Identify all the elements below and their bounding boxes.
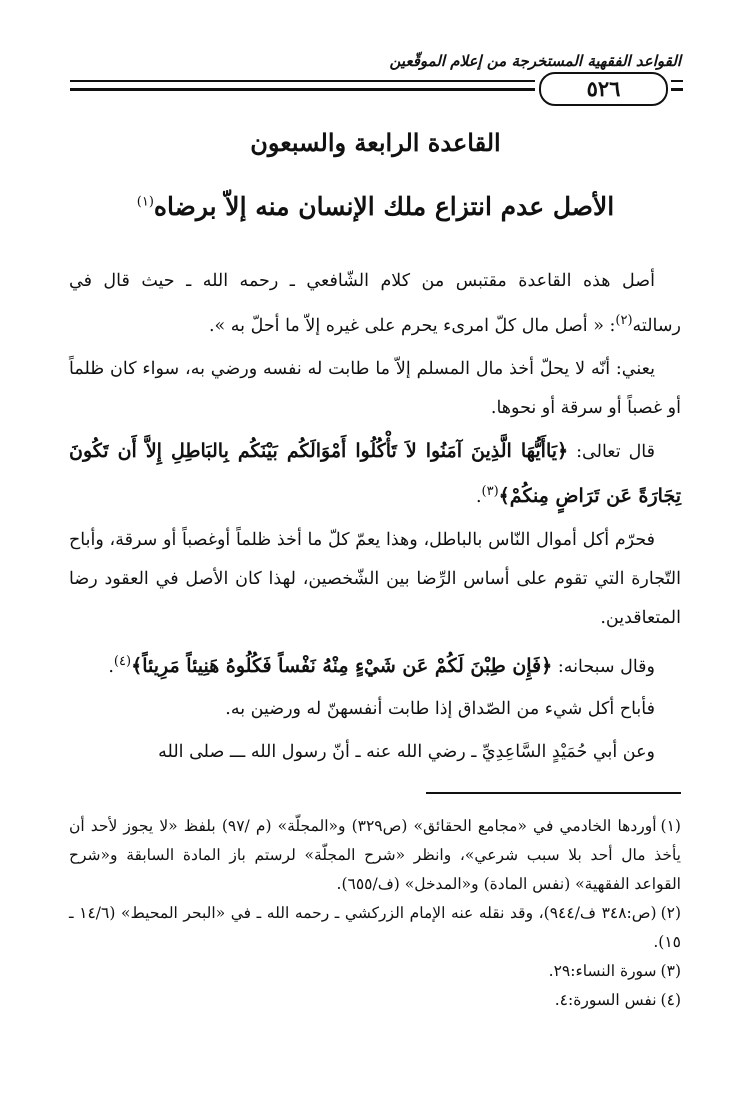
footnote-ref-1: (١) <box>136 194 154 210</box>
verse-1-end: . <box>475 486 482 507</box>
paragraph-verse-2 <box>69 642 681 687</box>
footnote-2-text: (ص:٣٤٨ ف/٩٤٤)، وقد نقله عنه الإمام الزركشي ـ رحمه الله ـ في «البحر المحيط» (١٤/٦ ـ ١٥). <box>69 904 681 951</box>
rule-title: القاعدة الرابعة والسبعون <box>250 128 501 157</box>
verse-2-end: . <box>108 656 114 677</box>
quran-verse-2: ﴿فَإِن طِبْنَ لَكُمْ عَن شَيْءٍ مِنْهُ نَفْساً فَكُلُوهُ هَنِيئاً مَرِيئاً﴾ <box>131 654 553 677</box>
paragraph-meaning: يعني: أنّه لا يحلّ أخذ مال المسلم إلاّ ما طابت له نفسه ورضي به، سواء كان ظلماً أو غصباً أو سرقة أو نحوها. <box>69 358 681 418</box>
header-rule-bottom <box>70 88 535 91</box>
page-number-badge: ٥٢٦ <box>539 72 668 106</box>
header-rule-top <box>70 80 535 82</box>
footnote-ref-4: (٤) <box>113 653 132 669</box>
running-header-title: القواعد الفقهية المستخرجة من إعلام الموقّعين <box>389 52 681 70</box>
paragraph-verse-1 <box>69 432 681 517</box>
footnote-ref-3: (٣) <box>481 483 499 499</box>
footnote-separator <box>426 792 681 794</box>
footnotes <box>69 812 681 1015</box>
header-rule-bottom-right <box>671 88 683 91</box>
header-rule-top-right <box>671 80 683 82</box>
quran-verse-1: ﴿يَاأَيُّهَا الَّذِينَ آمَنُوا لاَ تَأْكُلُوا أَمْوَالَكُم بَيْنَكُم بِالبَاطِلِ إِلاَّ أَن تَكُونَ تِجَارَةً عَن تَرَاضٍ مِنكُمْ﴾ <box>69 439 681 507</box>
footnote-1 <box>69 812 681 899</box>
footnote-ref-2: (٢) <box>615 313 633 328</box>
paragraph-hadith: وعن أبي حُمَيْدٍ السَّاعِدِيِّ ـ رضي الله عنه ـ أنّ رسول الله ـــ صلى الله <box>158 742 655 763</box>
paragraph-explanation: فحرّم أكل أموال النّاس بالباطل، وهذا يعمّ كلّ ما أخذ ظلماً أوغصباً أو سرقة، وأباح التّجارة التي تقوم على أساس الرِّضا بين الشّخصين، لهذا كان الأصل في العقود رضا المتعاقدين. <box>69 529 681 628</box>
footnote-4-number: (٤) <box>660 991 681 1009</box>
footnote-2-number: (٢) <box>660 904 682 922</box>
footnote-1-number: (١) <box>660 817 681 835</box>
footnote-1-text: أوردها الخادمي في «مجامع الحقائق» (ص٣٢٩) و«المجلّة» (م /٩٧) بلفظ «لا يجوز لأحد أن يأخذ مال أحد بلا سبب شرعي»، وانظر «شرح المجلّة» لرستم باز المادة السابقة و«شرح القواعد الفقهية» (نفس المادة) و«المدخل» (ف/٦٥٥). <box>69 817 681 893</box>
footnote-3 <box>69 957 681 986</box>
rule-statement <box>0 192 751 221</box>
verse-1-lead: قال تعالى: <box>568 441 655 462</box>
footnote-3-text: سورة النساء:٢٩. <box>548 962 657 980</box>
verse-2-lead: وقال سبحانه: <box>552 656 655 677</box>
footnote-4 <box>69 986 681 1015</box>
footnote-2 <box>69 899 681 957</box>
rule-statement-text: الأصل عدم انتزاع ملك الإنسان منه إلاّ برضاه <box>153 192 615 221</box>
footnote-3-number: (٣) <box>660 962 681 980</box>
footnote-4-text: نفس السورة:٤. <box>554 991 657 1009</box>
paragraph-dowry: فأباح أكل شيء من الصّداق إذا طابت أنفسهنّ له ورضين به. <box>225 699 655 720</box>
paragraph-origin-b: : « أصل مال كلّ امرىء يحرم على غيره إلاّ ما أحلّ به ». <box>208 315 616 336</box>
paragraph-origin-a: أصل هذه القاعدة مقتبس من كلام الشّافعي ـ رحمه الله ـ حيث قال في رسالته <box>69 271 681 336</box>
body-text <box>69 262 681 776</box>
paragraph-origin <box>69 262 681 346</box>
